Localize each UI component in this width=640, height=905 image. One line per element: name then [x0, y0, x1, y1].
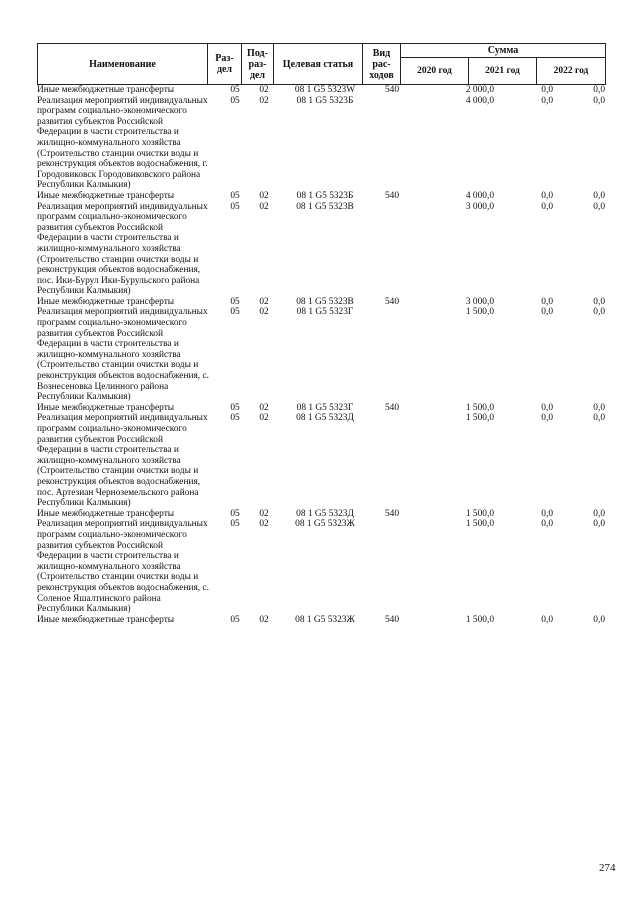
table-row: [37, 85, 605, 96]
cell-razdel: 05: [230, 519, 240, 530]
cell-2021: 0,0: [541, 413, 553, 424]
header-vid: Вид рас- ходов: [363, 44, 401, 85]
cell-podrazdel: 02: [259, 296, 269, 307]
cell-target: 08 1 G5 5323Г: [296, 402, 354, 413]
cell-2022: 0,0: [593, 201, 605, 212]
cell-2021: 0,0: [541, 201, 553, 212]
cell-target: 08 1 G5 5323W: [294, 85, 356, 95]
cell-target: 08 1 G5 5323Б: [296, 190, 354, 201]
cell-name: Иные межбюджетные трансферты: [37, 508, 175, 519]
header-summa: Сумма: [401, 44, 606, 58]
cell-vid: 540: [384, 296, 400, 307]
cell-target: 08 1 G5 5323В: [296, 296, 354, 307]
cell-vid: 540: [384, 614, 400, 625]
table-row: [37, 413, 605, 508]
cell-2021: 0,0: [541, 296, 553, 307]
header-razdel: Раз- дел: [208, 44, 242, 85]
cell-razdel: 05: [230, 402, 240, 413]
header-name: Наименование: [38, 44, 208, 85]
cell-2021: 0,0: [541, 190, 553, 201]
cell-target: 08 1 G5 5323Д: [296, 413, 354, 424]
cell-razdel: 05: [230, 95, 240, 106]
cell-target: 08 1 G5 5323Б: [296, 95, 354, 106]
cell-razdel: 05: [230, 296, 240, 307]
header-2021: 2021 год: [469, 58, 537, 85]
cell-podrazdel: 02: [259, 95, 269, 106]
cell-target: 08 1 G5 5323Ж: [295, 614, 355, 625]
cell-name: Иные межбюджетные трансферты: [37, 402, 175, 413]
cell-2021: 0,0: [541, 614, 553, 625]
table-row: [37, 307, 605, 402]
cell-target: 08 1 G5 5323В: [296, 201, 354, 212]
cell-target: 08 1 G5 5323Д: [296, 508, 354, 519]
cell-razdel: 05: [230, 508, 240, 519]
cell-2022: 0,0: [593, 95, 605, 106]
cell-2020: 1 500,0: [465, 413, 494, 424]
cell-2020: 2 000,0: [465, 85, 494, 95]
cell-razdel: 05: [230, 614, 240, 625]
cell-name: Иные межбюджетные трансферты: [37, 190, 175, 201]
cell-podrazdel: 02: [259, 508, 269, 519]
cell-target: 08 1 G5 5323Ж: [295, 519, 355, 530]
cell-2022: 0,0: [593, 296, 605, 307]
cell-2021: 0,0: [541, 307, 553, 318]
table-row: [37, 96, 605, 191]
cell-2022: 0,0: [593, 519, 605, 530]
cell-2020: 1 500,0: [465, 614, 494, 625]
cell-podrazdel: 02: [259, 85, 269, 95]
header-2020: 2020 год: [401, 58, 469, 85]
cell-name: Иные межбюджетные трансферты: [37, 296, 175, 307]
cell-name: Реализация мероприятий индивидуальных программ социально-экономического развития субъектов Российской Федерации в части строительства и жилищно-коммунального хозяйства (Строительство станции очистки воды и реконструкция объектов водоснабжения, пос. Ики-Бурул Ики-Бурульского района Республики Калмыкия): [37, 201, 208, 297]
cell-2020: 1 500,0: [465, 508, 494, 519]
cell-target: 08 1 G5 5323Г: [296, 307, 354, 318]
cell-2021: 0,0: [541, 85, 553, 95]
cell-razdel: 05: [230, 190, 240, 201]
cell-vid: 540: [384, 402, 400, 413]
cell-podrazdel: 02: [259, 614, 269, 625]
header-podrazdel: Под- раз- дел: [242, 44, 274, 85]
cell-2020: 1 500,0: [465, 307, 494, 318]
cell-2020: 3 000,0: [465, 201, 494, 212]
cell-vid: 540: [384, 190, 400, 201]
cell-2021: 0,0: [541, 508, 553, 519]
cell-name: Реализация мероприятий индивидуальных программ социально-экономического развития субъектов Российской Федерации в части строительства и жилищно-коммунального хозяйства (Строительство станции очистки воды и реконструкция объектов водоснабжения, г. Городовиковск Городовиковского района Республики Калмыкия): [37, 95, 208, 191]
cell-2022: 0,0: [593, 614, 605, 625]
cell-2022: 0,0: [593, 190, 605, 201]
table-row: [37, 519, 605, 614]
table-body: [37, 85, 605, 625]
cell-razdel: 05: [230, 201, 240, 212]
cell-name: Реализация мероприятий индивидуальных программ социально-экономического развития субъектов Российской Федерации в части строительства и жилищно-коммунального хозяйства (Строительство станции очистки воды и реконструкция объектов водоснабжения, с. Вознесеновка Целинного района Республики Калмыкия): [37, 307, 209, 403]
cell-podrazdel: 02: [259, 413, 269, 424]
cell-2022: 0,0: [593, 85, 605, 95]
cell-vid: 540: [384, 85, 400, 95]
header-2022: 2022 год: [537, 58, 606, 85]
cell-vid: 540: [384, 508, 400, 519]
cell-name: Реализация мероприятий индивидуальных программ социально-экономического развития субъектов Российской Федерации в части строительства и жилищно-коммунального хозяйства (Строительство станции очистки воды и реконструкция объектов водоснабжения, с. Соленое Яшалтинского района Республики Калмыкия): [37, 519, 209, 615]
cell-2022: 0,0: [593, 307, 605, 318]
table-row: [37, 202, 605, 297]
cell-razdel: 05: [230, 413, 240, 424]
page-number: 274: [599, 862, 616, 874]
cell-2021: 0,0: [541, 519, 553, 530]
table-row: [37, 615, 605, 626]
cell-podrazdel: 02: [259, 201, 269, 212]
cell-2020: 1 500,0: [465, 402, 494, 413]
cell-razdel: 05: [230, 85, 240, 95]
cell-2020: 3 000,0: [465, 296, 494, 307]
cell-2020: 4 000,0: [465, 190, 494, 201]
cell-podrazdel: 02: [259, 190, 269, 201]
header-target: Целевая статья: [274, 44, 363, 85]
cell-2021: 0,0: [541, 95, 553, 106]
cell-2022: 0,0: [593, 508, 605, 519]
table-header: [37, 43, 606, 85]
cell-razdel: 05: [230, 307, 240, 318]
table-row: [37, 297, 605, 308]
cell-podrazdel: 02: [259, 402, 269, 413]
cell-2020: 1 500,0: [465, 519, 494, 530]
table-row: [37, 509, 605, 520]
cell-2021: 0,0: [541, 402, 553, 413]
cell-name: Реализация мероприятий индивидуальных программ социально-экономического развития субъектов Российской Федерации в части строительства и жилищно-коммунального хозяйства (Строительство станции очистки воды и реконструкция объектов водоснабжения, пос. Артезиан Черноземельского района Республики Калмыкия): [37, 413, 208, 509]
cell-podrazdel: 02: [259, 307, 269, 318]
cell-2020: 4 000,0: [465, 95, 494, 106]
table-row: [37, 403, 605, 414]
cell-podrazdel: 02: [259, 519, 269, 530]
cell-name: Иные межбюджетные трансферты: [37, 614, 175, 625]
cell-2022: 0,0: [593, 413, 605, 424]
table-row: [37, 191, 605, 202]
cell-2022: 0,0: [593, 402, 605, 413]
cell-name: Иные межбюджетные трансферты: [37, 85, 175, 95]
